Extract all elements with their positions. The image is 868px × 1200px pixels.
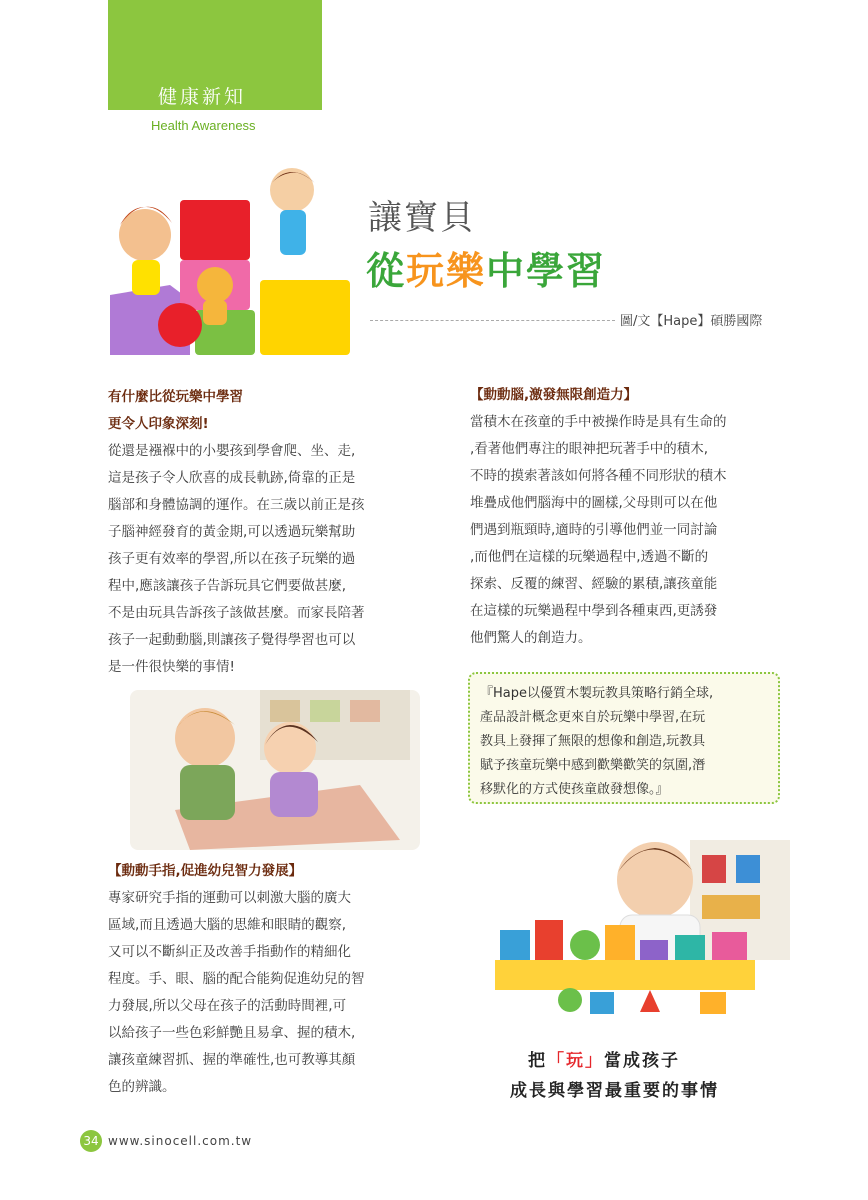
caption-b: 當成孩子 bbox=[604, 1051, 680, 1071]
caption-a: 把 bbox=[528, 1051, 547, 1071]
paragraph-line: 子腦神經發育的黃金期,可以透過玩樂幫助 bbox=[108, 524, 356, 540]
paragraph-line: 色的辨識。 bbox=[108, 1079, 176, 1095]
right-creativity-section bbox=[470, 382, 727, 652]
title-part-a: 從 bbox=[366, 249, 407, 293]
paragraph-line: 讓孩童練習抓、握的準確性,也可教導其顏 bbox=[108, 1052, 356, 1068]
caption-line1 bbox=[528, 1046, 680, 1071]
paragraph-line: 這是孩子令人欣喜的成長軌跡,倚靠的正是 bbox=[108, 470, 356, 486]
paragraph-line: ,而他們在這樣的玩樂過程中,透過不斷的 bbox=[470, 549, 709, 565]
paragraph-line: 程中,應該讓孩子告訴玩具它們要做甚麼, bbox=[108, 578, 347, 594]
paragraph-line: 程度。手、眼、腦的配合能夠促進幼兒的智 bbox=[108, 971, 365, 987]
article-title-line1: 讓寶貝 bbox=[368, 198, 476, 238]
section-tab bbox=[108, 0, 322, 110]
paragraph-line: 從還是襁褓中的小嬰孩到學會爬、坐、走, bbox=[108, 443, 356, 459]
paragraph-line: 專家研究手指的運動可以刺激大腦的廣大 bbox=[108, 890, 351, 906]
paragraph-line: 探索、反覆的練習、經驗的累積,讓孩童能 bbox=[470, 576, 718, 592]
paragraph-line: ,看著他們專注的眼神把玩著手中的積木, bbox=[470, 441, 709, 457]
kids-puzzle-photo bbox=[130, 690, 420, 850]
paragraph-line: 們遇到瓶頸時,適時的引導他們並一同討論 bbox=[470, 522, 718, 538]
section-title: 健康新知 bbox=[158, 86, 247, 108]
left-intro bbox=[108, 384, 365, 681]
paragraph-line: 在這樣的玩樂過程中學到各種東西,更誘發 bbox=[470, 603, 718, 619]
quote-line: 教具上發揮了無限的想像和創造,玩教具 bbox=[480, 734, 706, 749]
caption-play: 「玩」 bbox=[547, 1051, 604, 1071]
paragraph-line: 不是由玩具告訴孩子該做甚麼。而家長陪著 bbox=[108, 605, 365, 621]
quote-line: 移默化的方式使孩童啟發想像。』 bbox=[480, 782, 669, 797]
creativity-heading: 【動動腦,激發無限創造力】 bbox=[470, 387, 638, 403]
paragraph-line: 當積木在孩童的手中被操作時是具有生命的 bbox=[470, 414, 727, 430]
fingers-heading: 【動動手指,促進幼兒智力發展】 bbox=[108, 863, 303, 879]
page-number: 34 bbox=[80, 1130, 102, 1152]
left-fingers-section bbox=[108, 858, 365, 1101]
website-url: www.sinocell.com.tw bbox=[108, 1134, 253, 1148]
intro-heading-1: 有什麼比從玩樂中學習 bbox=[108, 389, 243, 405]
paragraph-line: 力發展,所以父母在孩子的活動時間裡,可 bbox=[108, 998, 347, 1014]
paragraph-line: 又可以不斷糾正及改善手指動作的精細化 bbox=[108, 944, 351, 960]
intro-heading-2: 更令人印象深刻! bbox=[108, 416, 209, 432]
boy-blocks-photo bbox=[480, 820, 810, 1030]
paragraph-line: 腦部和身體協調的運作。在三歲以前正是孩 bbox=[108, 497, 365, 513]
paragraph-line: 以給孩子一些色彩鮮艷且易拿、握的積木, bbox=[108, 1025, 356, 1041]
paragraph-line: 他們驚人的創造力。 bbox=[470, 630, 592, 646]
paragraph-line: 區域,而且透過大腦的思維和眼睛的觀察, bbox=[108, 917, 347, 933]
byline-divider bbox=[370, 320, 615, 321]
paragraph-line: 堆疊成他們腦海中的圖樣,父母則可以在他 bbox=[470, 495, 718, 511]
paragraph-line: 孩子一起動動腦,則讓孩子覺得學習也可以 bbox=[108, 632, 356, 648]
page-footer bbox=[80, 1130, 252, 1152]
article-title-line2 bbox=[366, 240, 606, 295]
paragraph-line: 孩子更有效率的學習,所以在孩子玩樂的過 bbox=[108, 551, 356, 567]
quote-line: 『Hape以優質木製玩教具策略行銷全球, bbox=[480, 686, 714, 701]
quote-line: 賦予孩童玩樂中感到歡樂歡笑的氛圍,潛 bbox=[480, 758, 706, 773]
paragraph-line: 不時的摸索著該如何將各種不同形狀的積木 bbox=[470, 468, 727, 484]
section-subtitle: Health Awareness bbox=[151, 118, 256, 133]
byline: 圖/文【Hape】碩勝國際 bbox=[620, 314, 763, 329]
title-part-c: 中學習 bbox=[486, 249, 607, 293]
kids-blocks-illustration bbox=[100, 165, 360, 355]
hero-illustration bbox=[100, 165, 360, 355]
title-part-play: 玩樂 bbox=[406, 249, 487, 293]
caption-line2: 成長與學習最重要的事情 bbox=[510, 1081, 719, 1101]
paragraph-line: 是一件很快樂的事情! bbox=[108, 659, 235, 675]
quote-line: 產品設計概念更來自於玩樂中學習,在玩 bbox=[480, 710, 706, 725]
hape-quote-box bbox=[468, 672, 780, 804]
